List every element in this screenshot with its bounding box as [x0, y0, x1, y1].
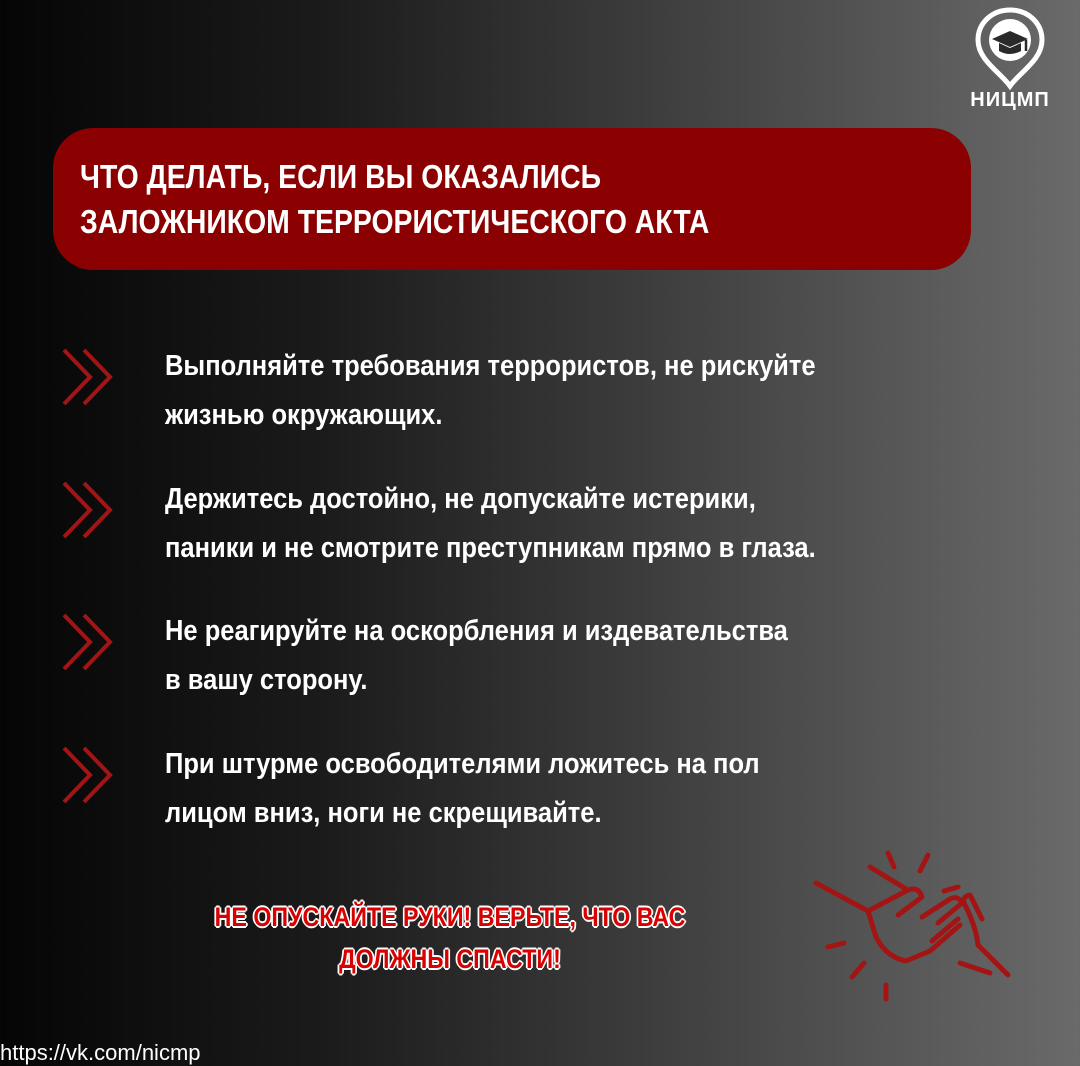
list-item-line: При штурме освободителями ложитесь на пол	[165, 748, 760, 780]
list-item-text	[165, 342, 904, 440]
double-chevron-right-icon	[60, 346, 122, 408]
title-line-1: ЧТО ДЕЛАТЬ, ЕСЛИ ВЫ ОКАЗАЛИСЬ	[80, 158, 601, 195]
list-item-text	[165, 475, 904, 573]
list-item-text	[165, 740, 841, 838]
footer-line-2: ДОЛЖНЫ СПАСТИ!	[339, 944, 561, 974]
list-item-line: Не реагируйте на оскорбления и издевательства	[165, 615, 788, 647]
list-item-line: паники и не смотрите преступникам прямо в глаза.	[165, 532, 816, 564]
logo-text: НИЦМП	[970, 89, 1050, 111]
source-url: https://vk.com/nicmp	[0, 1040, 201, 1065]
map-pin-graduation-cap-icon	[974, 6, 1046, 90]
list-item-line: лицом вниз, ноги не скрещивайте.	[165, 797, 602, 829]
list-item-line: Выполняйте требования террористов, не рискуйте	[165, 350, 816, 382]
list-item	[60, 342, 960, 442]
list-item-line: жизнью окружающих.	[165, 399, 443, 431]
list-item	[60, 740, 960, 840]
title-banner	[53, 128, 971, 270]
list-item-line: Держитесь достойно, не допускайте истерики,	[165, 483, 756, 515]
double-chevron-right-icon	[60, 744, 122, 806]
double-chevron-right-icon	[60, 611, 122, 673]
list-item-line: в вашу сторону.	[165, 664, 368, 696]
title-line-2: ЗАЛОЖНИКОМ ТЕРРОРИСТИЧЕСКОГО АКТА	[80, 203, 710, 240]
list-item-text	[165, 607, 873, 705]
list-item	[60, 475, 960, 575]
double-chevron-right-icon	[60, 479, 122, 541]
footer-line-1: НЕ ОПУСКАЙТЕ РУКИ! ВЕРЬТЕ, ЧТО ВАС	[214, 902, 686, 932]
list-item	[60, 607, 960, 707]
helping-hands-icon	[810, 845, 1015, 1005]
footer-slogan	[160, 896, 740, 980]
logo	[962, 6, 1058, 111]
